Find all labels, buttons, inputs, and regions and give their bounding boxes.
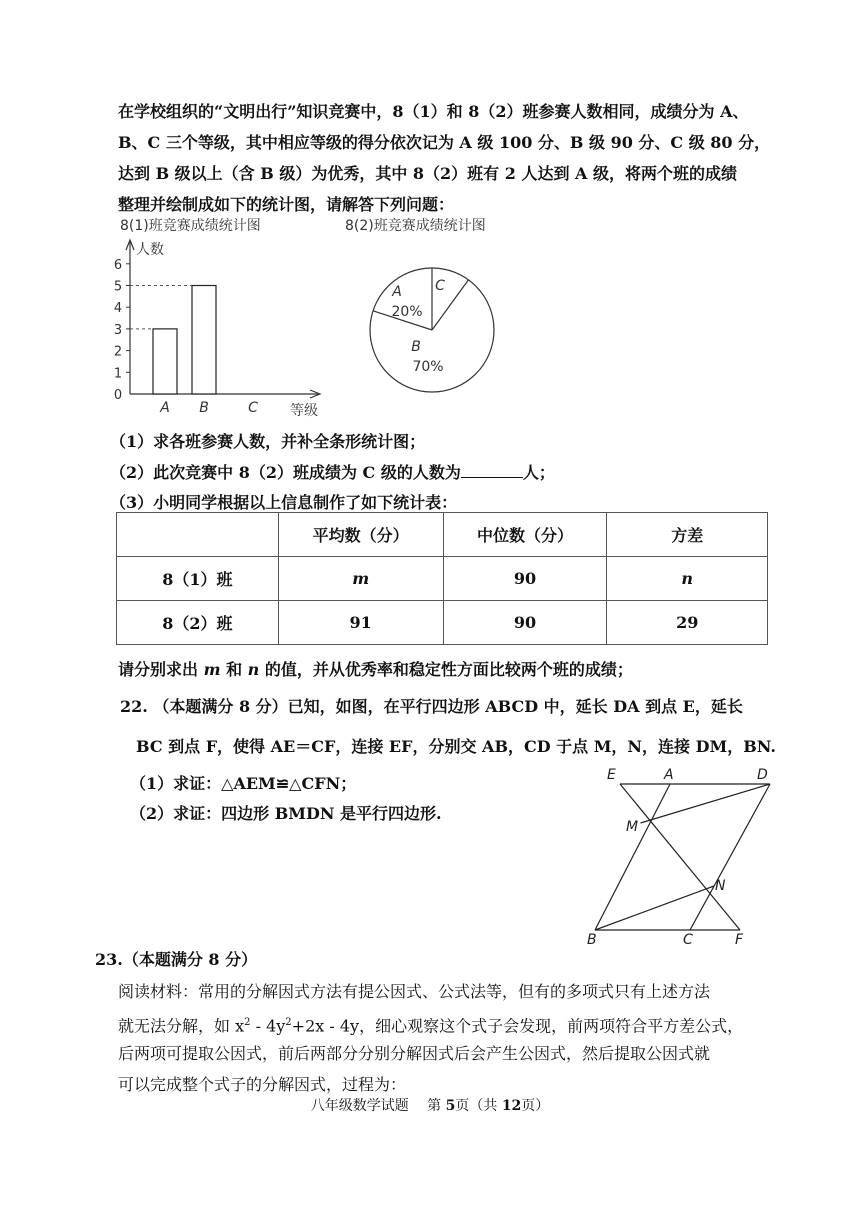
pie-chart bbox=[360, 258, 505, 403]
q22-sub-2: （2）求证：四边形 BMDN 是平行四边形. bbox=[130, 804, 442, 823]
bar bbox=[153, 329, 177, 394]
y-tick-label: 2 bbox=[113, 344, 123, 360]
q23-text: - 4y bbox=[250, 1016, 286, 1036]
intro-line-1: 在学校组织的“文明出行”知识竞赛中，8（1）和 8（2）班参赛人数相同，成绩分为 A、 bbox=[118, 102, 749, 121]
x-tick-label: C bbox=[248, 400, 258, 416]
stats-table bbox=[116, 512, 768, 645]
y-tick-label: 5 bbox=[113, 279, 123, 295]
table-header-cell: 平均数（分） bbox=[278, 513, 443, 557]
q23-line-1: 阅读材料：常用的分解因式方法有提公因式、公式法等，但有的多项式只有上述方法 bbox=[118, 982, 711, 1001]
table-header-cell: 方差 bbox=[607, 513, 768, 557]
q22-line-1: 22. （本题满分 8 分）已知，如图，在平行四边形 ABCD 中，延长 DA 到点 E，延长 bbox=[120, 697, 743, 716]
y-tick-label: 0 bbox=[113, 388, 123, 403]
footer-page bbox=[427, 1098, 549, 1114]
table-cell: 90 bbox=[443, 557, 607, 601]
label-A: A bbox=[664, 767, 674, 783]
q23-line-2 bbox=[118, 1013, 743, 1036]
table-cell: 29 bbox=[607, 601, 768, 645]
table-cell: n bbox=[607, 557, 768, 601]
table-header-cell: 中位数（分） bbox=[443, 513, 607, 557]
line-CD bbox=[690, 784, 770, 930]
y-tick-label: 4 bbox=[113, 301, 123, 317]
bar-chart bbox=[100, 232, 340, 422]
line-EF bbox=[620, 784, 740, 930]
label-F: F bbox=[735, 932, 744, 947]
intro-line-2: B、C 三个等级，其中相应等级的得分依次记为 A 级 100 分、B 级 90 分、C 级 80 分， bbox=[118, 133, 771, 152]
after-table-line bbox=[118, 660, 633, 680]
line-BA bbox=[595, 784, 670, 930]
question-1: （1）求各班参赛人数，并补全条形统计图； bbox=[110, 432, 426, 451]
label-D: D bbox=[757, 767, 768, 783]
line-BN bbox=[595, 886, 714, 930]
y-axis-label: 人数 bbox=[136, 242, 164, 258]
q22-line-2: BC 到点 F，使得 AE＝CF，连接 EF，分别交 AB，CD 于点 M，N，连接 DM，BN. bbox=[136, 737, 776, 756]
slice-label-B: B bbox=[411, 339, 421, 355]
slice-percent-A: 20% bbox=[391, 304, 423, 320]
label-E: E bbox=[607, 767, 616, 783]
bar bbox=[192, 286, 216, 395]
table-cell: 90 bbox=[443, 601, 607, 645]
question-2-unit: 人； bbox=[522, 463, 555, 482]
y-tick-label: 1 bbox=[113, 366, 123, 382]
variable-m: m bbox=[203, 660, 221, 679]
table-header-row bbox=[117, 513, 768, 557]
y-tick-label: 6 bbox=[113, 257, 123, 273]
table-cell: 91 bbox=[278, 601, 443, 645]
footer-title: 八年级数学试题 bbox=[310, 1098, 409, 1114]
table-cell: m bbox=[278, 557, 443, 601]
table-row bbox=[117, 601, 768, 645]
slice-label-C: C bbox=[435, 278, 445, 294]
bar-chart-title: 8(1)班竞赛成绩统计图 bbox=[120, 218, 261, 234]
after-table-text: 的值，并从优秀率和稳定性方面比较两个班的成绩； bbox=[259, 660, 633, 679]
superscript: 2 bbox=[244, 1017, 251, 1028]
y-tick-label: 3 bbox=[113, 322, 123, 338]
pie-chart-title: 8(2)班竞赛成绩统计图 bbox=[345, 218, 486, 234]
slice-label-A: A bbox=[392, 284, 402, 300]
table-row bbox=[117, 557, 768, 601]
question-2-text: （2）此次竞赛中 8（2）班成绩为 C 级的人数为 bbox=[110, 463, 461, 482]
footer-text: 第 bbox=[427, 1098, 446, 1114]
table-cell: 8（1）班 bbox=[117, 557, 279, 601]
x-tick-label: B bbox=[199, 400, 209, 416]
variable-n: n bbox=[247, 660, 260, 679]
intro-line-3: 达到 B 级以上（含 B 级）为优秀，其中 8（2）班有 2 人达到 A 级，将两个班的成绩 bbox=[118, 164, 737, 183]
question-3: （3）小明同学根据以上信息制作了如下统计表： bbox=[110, 493, 458, 512]
answer-blank[interactable] bbox=[461, 463, 523, 478]
q22-sub-1: （1）求证：△AEM≌△CFN； bbox=[130, 774, 357, 793]
footer-text: 页） bbox=[521, 1098, 550, 1114]
label-C: C bbox=[683, 932, 693, 947]
x-tick-label: A bbox=[160, 400, 170, 416]
page-footer bbox=[0, 1095, 860, 1115]
label-M: M bbox=[626, 819, 639, 835]
superscript: 2 bbox=[285, 1017, 292, 1028]
after-table-text: 请分别求出 bbox=[118, 660, 204, 679]
label-N: N bbox=[715, 878, 726, 894]
q23-text: 就无法分解，如 x bbox=[118, 1016, 245, 1036]
after-table-text: 和 bbox=[220, 660, 248, 679]
table-header-cell bbox=[117, 513, 279, 557]
q23-title: 23.（本题满分 8 分） bbox=[95, 950, 258, 969]
parallelogram-figure bbox=[580, 762, 780, 947]
intro-line-4: 整理并绘制成如下的统计图，请解答下列问题： bbox=[118, 195, 455, 214]
q23-line-4: 可以完成整个式子的分解因式，过程为： bbox=[118, 1075, 407, 1094]
footer-text: 页（共 bbox=[455, 1098, 502, 1114]
footer-page-total: 12 bbox=[501, 1098, 522, 1114]
x-axis-label: 等级 bbox=[290, 403, 318, 419]
slice-percent-B: 70% bbox=[412, 359, 444, 375]
q23-line-3: 后两项可提取公因式，前后两部分分别分解因式后会产生公因式，然后提取公因式就 bbox=[118, 1044, 711, 1063]
q23-text: +2x - 4y，细心观察这个式子会发现，前两项符合平方差公式， bbox=[291, 1016, 744, 1036]
footer-page-number: 5 bbox=[445, 1098, 456, 1114]
question-2 bbox=[110, 463, 555, 483]
table-cell: 8（2）班 bbox=[117, 601, 279, 645]
label-B: B bbox=[587, 932, 597, 947]
